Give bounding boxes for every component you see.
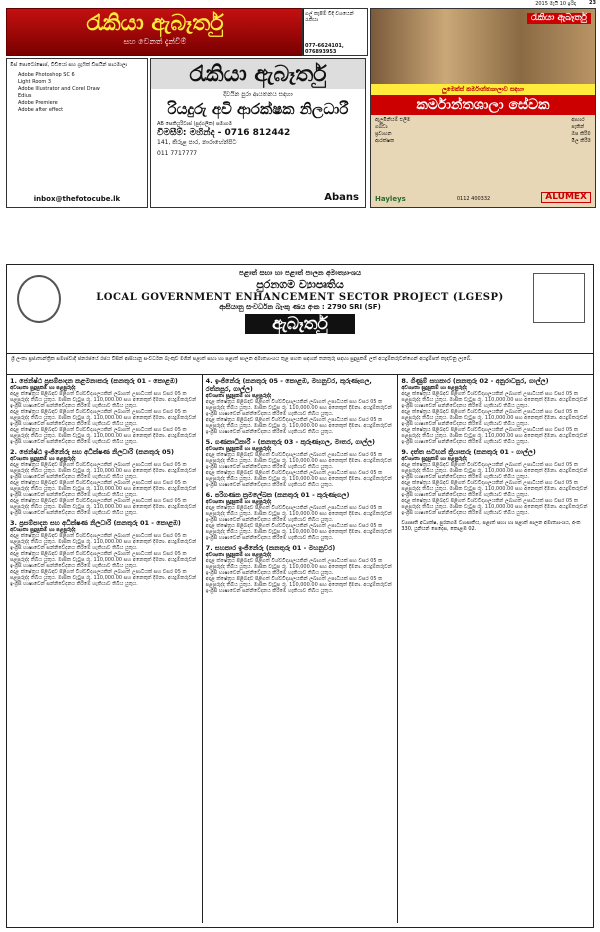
job-title: 6. පරිගණක ක්‍රමලේඛක (කනතුරු 01 - කුරුණෑගල) <box>205 491 350 499</box>
job-subheading: අවශ්‍යතා සුදුසුකම් හා පළපුරුද්ද <box>205 499 272 505</box>
abans-contact-phone: විමසීම්: මහින්ද - 0716 812442 <box>157 128 291 138</box>
section-banner <box>6 8 304 56</box>
factory-phone: 0112 400332 <box>456 196 491 202</box>
job-title: 8. ගිණුම් සහකාර (කනතුරු 02 - අනුරාධපුර, ගාල්ල) <box>401 377 549 385</box>
job-details: අදාළ ක්ෂේත්‍රය පිළිබඳව පිළිගත් විශ්වවිද්‍යාලයකින් ලබාගත් උපාධියක් සහ වසර 05 ක පළපුරුද්ද තිබිය යුතුය. මාසික වැටුප රු. 110,000.00 සහ අනෙකුත් දීමනා. අයදුම්කරුවන් ඉංග්‍රීසි භාෂාවෙන් සන්නිවේදනය කිරීමේ හැකියාව තිබිය යුතුය. <box>205 399 392 417</box>
job-details: අදාළ ක්ෂේත්‍රය පිළිබඳව පිළිගත් විශ්වවිද්‍යාලයකින් ලබාගත් උපාධියක් සහ වසර 05 ක පළපුරුද්ද තිබිය යුතුය. මාසික වැටුප රු. 110,000.00 සහ අනෙකුත් දීමනා. අයදුම්කරුවන් ඉංග්‍රීසි භාෂාවෙන් සන්නිවේදනය කිරීමේ හැකියාව තිබිය යුතුය. <box>10 462 197 480</box>
factory-ad-yellow-text: ලුමෙක්ස් කර්මාන්තශාලාව සඳහා <box>371 84 595 95</box>
job-title: 4. ඉංජිනේරු (කනතුරු 05 - කොළඹ, මහනුවර, කුරුණෑගල, රත්නපුර, ගාල්ල) <box>205 377 372 393</box>
small-ad-phone: 077-6624101, 076893953 <box>305 43 344 55</box>
project-logo-icon <box>533 273 585 323</box>
job-details: අදාළ ක්ෂේත්‍රය පිළිබඳව පිළිගත් විශ්වවිද්‍යාලයකින් ලබාගත් උපාධියක් සහ වසර 05 ක පළපුරුද්ද තිබිය යුතුය. මාසික වැටුප රු. 110,000.00 සහ අනෙකුත් දීමනා. අයදුම්කරුවන් ඉංග්‍රීසි භාෂාවෙන් සන්නිවේදනය කිරීමේ හැකියාව තිබිය යුතුය. <box>205 452 392 470</box>
wanted-title: ඇබෑර්තු <box>245 314 355 334</box>
job-title: 1. ජෙන්ෂ්ඨ ප්‍රසම්පාදන කළමනාකරු (කනතුරු 01 - කොළඹ) <box>10 377 178 385</box>
job-subheading: අවශ්‍යතා සුදුසුකම් හා පළපුරුද්ද <box>205 446 272 452</box>
job-details: අදාළ ක්ෂේත්‍රය පිළිබඳව පිළිගත් විශ්වවිද්‍යාලයකින් ලබාගත් උපාධියක් සහ වසර 05 ක පළපුරුද්ද තිබිය යුතුය. මාසික වැටුප රු. 110,000.00 සහ අනෙකුත් දීමනා. අයදුම්කරුවන් ඉංග්‍රීසි භාෂාවෙන් සන්නිවේදනය කිරීමේ හැකියාව තිබිය යුතුය. <box>10 533 197 551</box>
hayleys-logo: Hayleys <box>375 195 406 203</box>
factory-item: ප්‍රවාහන <box>375 131 392 137</box>
job-details: අදාළ ක්ෂේත්‍රය පිළිබඳව පිළිගත් විශ්වවිද්‍යාලයකින් ලබාගත් උපාධියක් සහ වසර 05 ක පළපුරුද්ද තිබිය යුතුය. මාසික වැටුප රු. 110,000.00 සහ අනෙකුත් දීමනා. අයදුම්කරුවන් ඉංග්‍රීසි භාෂාවෙන් සන්නිවේදනය කිරීමේ හැකියාව තිබිය යුතුය. <box>10 391 197 409</box>
job-title: 2. ජෙන්ෂ්ඨ ඉංජිනේරු සහ අධීක්ෂණ නිලධාරි (කනතුරු 05) <box>10 448 174 456</box>
job-listing <box>10 519 199 587</box>
job-listing <box>401 377 590 445</box>
job-details: අදාළ ක්ෂේත්‍රය පිළිබඳව පිළිගත් විශ්වවිද්‍යාලයකින් ලබාගත් උපාධියක් සහ වසර 05 ක පළපුරුද්ද තිබිය යුතුය. මාසික වැටුප රු. 110,000.00 සහ අනෙකුත් දීමනා. අයදුම්කරුවන් ඉංග්‍රීසි භාෂාවෙන් සන්නිවේදනය කිරීමේ හැකියාව තිබිය යුතුය. <box>401 498 588 516</box>
course-item: Adobe after effect <box>18 107 64 113</box>
notice-column <box>203 375 399 923</box>
job-details: අදාළ ක්ෂේත්‍රය පිළිබඳව පිළිගත් විශ්වවිද්‍යාලයකින් ලබාගත් උපාධියක් සහ වසර 05 ක පළපුරුද්ද තිබිය යුතුය. මාසික වැටුප රු. 110,000.00 සහ අනෙකුත් දීමනා. අයදුම්කරුවන් ඉංග්‍රීසි භාෂාවෙන් සන්නිවේදනය කිරීමේ හැකියාව තිබිය යුතුය. <box>10 551 197 569</box>
job-details: අදාළ ක්ෂේත්‍රය පිළිබඳව පිළිගත් විශ්වවිද්‍යාලයකින් ලබාගත් උපාධියක් සහ වසර 05 ක පළපුරුද්ද තිබිය යුතුය. මාසික වැටුප රු. 110,000.00 සහ අනෙකුත් දීමනා. අයදුම්කරුවන් ඉංග්‍රීසි භාෂාවෙන් සන්නිවේදනය කිරීමේ හැකියාව තිබිය යුතුය. <box>10 409 197 427</box>
factory-ad-title: කර්මාන්තශාලා සේවක <box>371 95 595 115</box>
job-details: අදාළ ක්ෂේත්‍රය පිළිබඳව පිළිගත් විශ්වවිද්‍යාලයකින් ලබාගත් උපාධියක් සහ වසර 05 ක පළපුරුද්ද තිබිය යුතුය. මාසික වැටුප රු. 110,000.00 සහ අනෙකුත් දීමනා. අයදුම්කරුවන් ඉංග්‍රීසි භාෂාවෙන් සන්නිවේදනය කිරීමේ හැකියාව තිබිය යුතුය. <box>205 523 392 541</box>
project-name: LOCAL GOVERNMENT ENHANCEMENT SECTOR PROJECT (LGESP) <box>96 292 504 303</box>
small-ad-line-1: ගල් කැපීම් විදි වශයෙන් <box>305 11 354 17</box>
design-course-ad <box>6 58 148 208</box>
job-details: අදාළ ක්ෂේත්‍රය පිළිබඳව පිළිගත් විශ්වවිද්‍යාලයකින් ලබාගත් උපාධියක් සහ වසර 05 ක පළපුරුද්ද තිබිය යුතුය. මාසික වැටුප රු. 110,000.00 සහ අනෙකුත් දීමනා. අයදුම්කරුවන් ඉංග්‍රීසි භාෂාවෙන් සන්නිවේදනය කිරීමේ හැකියාව තිබිය යුතුය. <box>205 505 392 523</box>
notice-columns <box>7 375 593 923</box>
job-subheading: අවශ්‍යතා සුදුසුකම් හා පළපුරුද්ද <box>205 552 272 558</box>
ministry-name: පළාත් සභා හා පළාත් පාලන අමාත්‍යාංශය <box>239 269 361 277</box>
job-subheading: අවශ්‍යතා සුදුසුකම් හා පළපුරුද්ද <box>10 527 76 533</box>
job-details: අදාළ ක්ෂේත්‍රය පිළිබඳව පිළිගත් විශ්වවිද්‍යාලයකින් ලබාගත් උපාධියක් සහ වසර 05 ක පළපුරුද්ද තිබිය යුතුය. මාසික වැටුප රු. 110,000.00 සහ අනෙකුත් දීමනා. අයදුම්කරුවන් ඉංග්‍රීසි භාෂාවෙන් සන්නිවේදනය කිරීමේ හැකියාව තිබිය යුතුය. <box>205 417 392 435</box>
abans-subheading: දිවයින පුරා ආයතනය සඳහා <box>223 91 293 98</box>
abans-address: 141, කිරුළ පාර, නාරාහේන්පිට <box>157 139 237 146</box>
job-title: 7. සහකාර ඉංජිනේරු (කනතුරු 01 - මහනුවර) <box>205 544 336 552</box>
job-details: අදාළ ක්ෂේත්‍රය පිළිබඳව පිළිගත් විශ්වවිද්‍යාලයකින් ලබාගත් උපාධියක් සහ වසර 05 ක පළපුරුද්ද තිබිය යුතුය. මාසික වැටුප රු. 110,000.00 සහ අනෙකුත් දීමනා. අයදුම්කරුවන් ඉංග්‍රීසි භාෂාවෙන් සන්නිවේදනය කිරීමේ හැකියාව තිබිය යුතුය. <box>205 576 392 594</box>
job-subheading: අවශ්‍යතා සුදුසුකම් හා පළපුරුද්ද <box>205 393 272 399</box>
factory-item: පැකින් <box>571 124 585 130</box>
notice-signature: ව්‍යාපෘති අධ්‍යක්ෂ, පුරනගම ව්‍යාපෘතිය, පළාත් සභා හා පළාත් පාලන අමාත්‍යාංශය, අංක 330, යුනියන් පෙදෙස, කොළඹ 02. <box>401 520 581 532</box>
loan-reference: ආසියානු සංවර්ධන බැංකු ණය අංක : 2790 SRI (SF) <box>219 303 381 311</box>
small-ad-line-2: රැකියා <box>305 17 319 23</box>
course-item: Adobe Photoshop SC 6 <box>18 72 75 78</box>
small-ad <box>302 8 368 56</box>
factory-item: ඇලුමිනියම් එලීම <box>375 117 411 123</box>
job-details: අදාළ ක්ෂේත්‍රය පිළිබඳව පිළිගත් විශ්වවිද්‍යාලයකින් ලබාගත් උපාධියක් සහ වසර 05 ක පළපුරුද්ද තිබිය යුතුය. මාසික වැටුප රු. 110,000.00 සහ අනෙකුත් දීමනා. අයදුම්කරුවන් ඉංග්‍රීසි භාෂාවෙන් සන්නිවේදනය කිරීමේ හැකියාව තිබිය යුතුය. <box>205 558 392 576</box>
job-details: අදාළ ක්ෂේත්‍රය පිළිබඳව පිළිගත් විශ්වවිද්‍යාලයකින් ලබාගත් උපාධියක් සහ වසර 05 ක පළපුරුද්ද තිබිය යුතුය. මාසික වැටුප රු. 110,000.00 සහ අනෙකුත් දීමනා. අයදුම්කරුවන් ඉංග්‍රීසි භාෂාවෙන් සන්නිවේදනය කිරීමේ හැකියාව තිබිය යුතුය. <box>401 427 588 445</box>
department-name: පුරනගම ව්‍යාපෘතිය <box>256 278 344 291</box>
abans-office-phone: 011 7717777 <box>157 150 198 157</box>
factory-ad-footer <box>375 192 591 203</box>
job-subheading: අවශ්‍යතා සුදුසුකම් හා පළපුරුද්ද <box>10 385 76 391</box>
job-details: අදාළ ක්ෂේත්‍රය පිළිබඳව පිළිගත් විශ්වවිද්‍යාලයකින් ලබාගත් උපාධියක් සහ වසර 05 ක පළපුරුද්ද තිබිය යුතුය. මාසික වැටුප රු. 110,000.00 සහ අනෙකුත් දීමනා. අයදුම්කරුවන් ඉංග්‍රීසි භාෂාවෙන් සන්නිවේදනය කිරීමේ හැකියාව තිබිය යුතුය. <box>205 470 392 488</box>
factory-item: ආහාර <box>571 117 585 123</box>
state-emblem-icon <box>17 275 61 323</box>
course-item: Adobe Premiere <box>18 100 58 106</box>
page-number: 23 <box>589 0 596 6</box>
job-details: අදාළ ක්ෂේත්‍රය පිළිබඳව පිළිගත් විශ්වවිද්‍යාලයකින් ලබාගත් උපාධියක් සහ වසර 05 ක පළපුරුද්ද තිබිය යුතුය. මාසික වැටුප රු. 110,000.00 සහ අනෙකුත් දීමනා. අයදුම්කරුවන් ඉංග්‍රීසි භාෂාවෙන් සන්නිවේදනය කිරීමේ හැකියාව තිබිය යුතුය. <box>10 427 197 445</box>
abans-logo: Abans <box>324 192 359 203</box>
abans-heading: රැකියා ඇබෑර්තු <box>151 59 365 89</box>
banner-title: රැකියා ඇබෑර්තු <box>86 10 224 36</box>
factory-item: මිල කිරීම <box>571 138 591 144</box>
job-listing <box>206 438 395 488</box>
job-subheading: අවශ්‍යතා සුදුසුකම් හා පළපුරුද්ද <box>401 385 467 391</box>
job-listing <box>206 377 395 435</box>
course-item: Edius <box>18 93 32 99</box>
job-subheading: අවශ්‍යතා සුදුසුකම් හා පළපුරුද්ද <box>10 456 76 462</box>
job-details: අදාළ ක්ෂේත්‍රය පිළිබඳව පිළිගත් විශ්වවිද්‍යාලයකින් ලබාගත් උපාධියක් සහ වසර 05 ක පළපුරුද්ද තිබිය යුතුය. මාසික වැටුප රු. 110,000.00 සහ අනෙකුත් දීමනා. අයදුම්කරුවන් ඉංග්‍රීසි භාෂාවෙන් සන්නිවේදනය කිරීමේ හැකියාව තිබිය යුතුය. <box>401 409 588 427</box>
factory-item: ආරක්ෂක <box>375 138 395 144</box>
factory-ad-items <box>371 115 595 147</box>
job-details: අදාළ ක්ෂේත්‍රය පිළිබඳව පිළිගත් විශ්වවිද්‍යාලයකින් ලබාගත් උපාධියක් සහ වසර 05 ක පළපුරුද්ද තිබිය යුතුය. මාසික වැටුප රු. 110,000.00 සහ අනෙකුත් දීමනා. අයදුම්කරුවන් ඉංග්‍රීසි භාෂාවෙන් සන්නිවේදනය කිරීමේ හැකියාව තිබිය යුතුය. <box>401 480 588 498</box>
job-title: 9. දත්ත සටහන් ක්‍රියාකරු (කනතුරු 01 - ගාල්ල) <box>401 448 536 456</box>
job-details: අදාළ ක්ෂේත්‍රය පිළිබඳව පිළිගත් විශ්වවිද්‍යාලයකින් ලබාගත් උපාධියක් සහ වසර 05 ක පළපුරුද්ද තිබිය යුතුය. මාසික වැටුප රු. 110,000.00 සහ අනෙකුත් දීමනා. අයදුම්කරුවන් ඉංග්‍රීසි භාෂාවෙන් සන්නිවේදනය කිරීමේ හැකියාව තිබිය යුතුය. <box>401 391 588 409</box>
job-listing <box>206 544 395 594</box>
top-strip <box>0 0 600 8</box>
job-listing <box>10 448 199 516</box>
course-item: Adobe Illustrator and Corel Draw <box>18 86 100 92</box>
banner-subtitle: සහ වෙනත් දැන්වීම් <box>123 37 187 46</box>
factory-item: ඔප කිරීම <box>571 131 591 137</box>
job-listing <box>401 448 590 516</box>
abans-role: රියදුරු අවි ආරක්ෂක නිලධාරී <box>167 100 349 118</box>
factory-item: ගබඩා <box>375 124 388 130</box>
course-item: Light Room 3 <box>18 79 52 85</box>
job-title: 3. ප්‍රසම්පාදන සහ අධීක්ෂණ නිලධාරි (කනතුරු 01 - කොළඹ) <box>10 519 181 527</box>
notice-column <box>398 375 593 923</box>
abans-company: AB සෙකියුරිටාස් (පුද්ගලික) සමාගම <box>157 121 233 127</box>
notice-intro: ශ්‍රී ලංකා ප්‍රජාතාන්ත්‍රික සමාජවාදී ජනරජයේ රජය විසින් ආසියානු සංවර්ධන බැංකුව මගින් පළාත් සභා හා පළාත් පාලන අමාත්‍යාංශය තුළ පහත සඳහන් තනතුරු සඳහා සුදුසුකම් ලත් අයදුම්කරුවන්ගෙන් අයදුම්පත් කැඳවනු ලැබේ. <box>7 354 593 375</box>
notice-column <box>7 375 203 923</box>
course-list <box>18 72 144 114</box>
job-subheading: අවශ්‍යතා සුදුසුකම් හා පළපුරුද්ද <box>401 456 467 462</box>
factory-ad-tag: රැකියා ඇබෑර්තු <box>527 13 591 24</box>
job-details: අදාළ ක්ෂේත්‍රය පිළිබඳව පිළිගත් විශ්වවිද්‍යාලයකින් ලබාගත් උපාධියක් සහ වසර 05 ක පළපුරුද්ද තිබිය යුතුය. මාසික වැටුප රු. 110,000.00 සහ අනෙකුත් දීමනා. අයදුම්කරුවන් ඉංග්‍රීසි භාෂාවෙන් සන්නිවේදනය කිරීමේ හැකියාව තිබිය යුතුය. <box>10 498 197 516</box>
design-ad-email[interactable]: inbox@thefotocube.lk <box>33 195 121 203</box>
notice-header <box>7 269 593 354</box>
job-title: 5. ගණකාධිකාරී - (කනතුරු 03 - කුරුණෑගල, මාතර, ගාල්ල) <box>205 438 376 446</box>
alumex-logo: ALUMEX <box>541 192 591 203</box>
abans-security-ad <box>150 58 366 208</box>
page-date: 2015 මැයි 10 ඉරිදා <box>535 1 576 7</box>
job-details: අදාළ ක්ෂේත්‍රය පිළිබඳව පිළිගත් විශ්වවිද්‍යාලයකින් ලබාගත් උපාධියක් සහ වසර 05 ක පළපුරුද්ද තිබිය යුතුය. මාසික වැටුප රු. 110,000.00 සහ අනෙකුත් දීමනා. අයදුම්කරුවන් ඉංග්‍රීසි භාෂාවෙන් සන්නිවේදනය කිරීමේ හැකියාව තිබිය යුතුය. <box>10 569 197 587</box>
gazette-notice <box>6 264 594 928</box>
job-listing <box>206 491 395 541</box>
job-listing <box>10 377 199 445</box>
design-ad-intro: මිස් පොටෝෂොප්, විඩියෝ සහ ග්‍රැෆික් ඩිසයින් පාඨමාලා <box>10 62 128 68</box>
factory-worker-ad <box>370 8 596 208</box>
job-details: අදාළ ක්ෂේත්‍රය පිළිබඳව පිළිගත් විශ්වවිද්‍යාලයකින් ලබාගත් උපාධියක් සහ වසර 05 ක පළපුරුද්ද තිබිය යුතුය. මාසික වැටුප රු. 110,000.00 සහ අනෙකුත් දීමනා. අයදුම්කරුවන් ඉංග්‍රීසි භාෂාවෙන් සන්නිවේදනය කිරීමේ හැකියාව තිබිය යුතුය. <box>401 462 588 480</box>
job-details: අදාළ ක්ෂේත්‍රය පිළිබඳව පිළිගත් විශ්වවිද්‍යාලයකින් ලබාගත් උපාධියක් සහ වසර 05 ක පළපුරුද්ද තිබිය යුතුය. මාසික වැටුප රු. 110,000.00 සහ අනෙකුත් දීමනා. අයදුම්කරුවන් ඉංග්‍රීසි භාෂාවෙන් සන්නිවේදනය කිරීමේ හැකියාව තිබිය යුතුය. <box>10 480 197 498</box>
